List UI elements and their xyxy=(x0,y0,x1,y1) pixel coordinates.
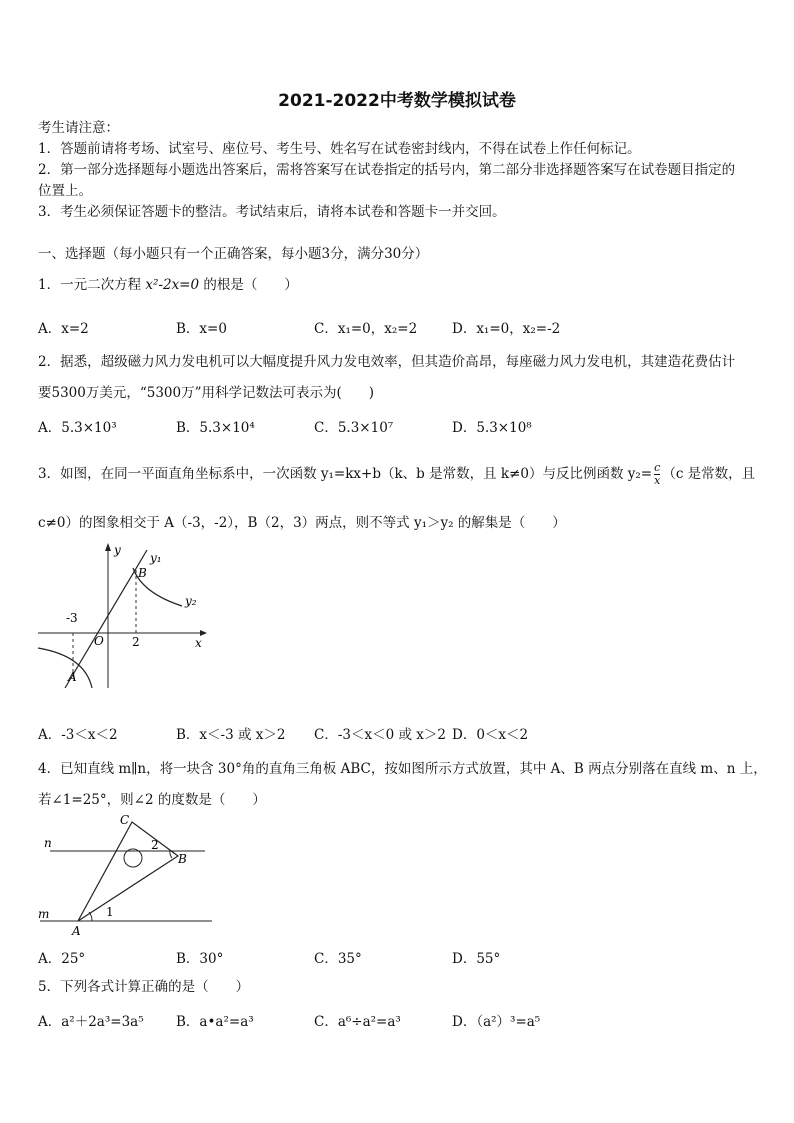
hyperbola-branch-left xyxy=(38,648,92,688)
label-angle-1: 1 xyxy=(106,905,114,919)
triangle-abc xyxy=(78,822,178,921)
q5-option-a: A．a²＋2a³=3a⁵ xyxy=(38,1014,144,1030)
label-angle-2: 2 xyxy=(151,838,159,852)
q1-option-b: B．x=0 xyxy=(176,321,227,337)
notice-item-2-cont: 位置上。 xyxy=(38,183,92,199)
q2-option-a: A．5.3×10³ xyxy=(38,420,117,436)
q1-option-d: D．x₁=0，x₂=-2 xyxy=(452,321,561,337)
label-O: O xyxy=(94,634,104,648)
angle-1-arc xyxy=(89,912,92,921)
label-n: n xyxy=(44,836,52,850)
q5-option-b: B．a•a²=a³ xyxy=(176,1014,254,1030)
q3-fraction-denominator: x xyxy=(654,474,661,487)
q4-triangle-figure xyxy=(30,810,220,940)
label-2: 2 xyxy=(132,635,140,649)
question-5-stem: 5．下列各式计算正确的是（ ） xyxy=(38,979,250,995)
y-axis-arrow xyxy=(105,543,111,551)
q3-option-c: C．-3＜x＜0 或 x＞2 xyxy=(314,727,446,743)
notice-item-2: 2．第一部分选择题每小题选出答案后，需将答案写在试卷指定的括号内，第二部分非选择题答案写在试卷题目指定的 xyxy=(38,162,736,178)
label-m: m xyxy=(38,907,50,921)
notice-item-1: 1．答题前请将考场、试室号、座位号、考生号、姓名写在试卷密封线内，不得在试卷上作任何标记。 xyxy=(38,141,641,157)
q3-option-b: B．x＜-3 或 x＞2 xyxy=(176,727,286,743)
q2-option-b: B．5.3×10⁴ xyxy=(176,420,255,436)
q3-option-d: D．0＜x＜2 xyxy=(452,727,529,743)
label-y2: y₂ xyxy=(185,594,197,608)
question-1-stem: 1．一元二次方程 x²-2x=0 的根是（ ） xyxy=(38,277,298,293)
label-B: B xyxy=(178,852,187,866)
page-title: 2021-2022中考数学模拟试卷 xyxy=(278,91,516,111)
q3-fraction-numerator: c xyxy=(654,461,661,474)
q3-option-a: A．-3＜x＜2 xyxy=(38,727,118,743)
q4-option-c: C．35° xyxy=(314,951,362,967)
q3-graph-figure xyxy=(30,538,220,690)
question-3-line2: c≠0）的图象相交于 A（-3，-2），B（2，3）两点，则不等式 y₁＞y₂ 的解集是（ ） xyxy=(38,515,566,531)
label-y1: y₁ xyxy=(150,551,162,565)
q4-option-a: A．25° xyxy=(38,951,86,967)
label-x: x xyxy=(195,636,202,650)
label-y: y xyxy=(114,543,121,557)
question-3-line1: 3．如图，在同一平面直角坐标系中，一次函数 y₁=kx+b（k、b 是常数，且 k≠0）与反比例函数 y₂= $\frac{c}{x}$ （c 是常数，且 xyxy=(38,461,756,487)
label-A: A xyxy=(68,670,77,684)
notice-item-3: 3．考生必须保证答题卡的整洁。考试结束后，请将本试卷和答题卡一并交回。 xyxy=(38,204,506,220)
label-neg3: -3 xyxy=(66,611,78,625)
question-2-line1: 2．据悉，超级磁力风力发电机可以大幅度提升风力发电效率，但其造价高昂，每座磁力风力发电机，其建造花费估计 xyxy=(38,354,736,370)
notice-heading: 考生请注意： xyxy=(38,120,119,136)
label-A: A xyxy=(72,924,81,938)
q5-option-c: C．a⁶÷a²=a³ xyxy=(314,1014,401,1030)
q4-option-b: B．30° xyxy=(176,951,224,967)
q1-option-c: C．x₁=0，x₂=2 xyxy=(314,321,418,337)
question-2-line2: 要5300万美元，“5300万”用科学记数法可表示为( ) xyxy=(38,385,375,401)
q4-option-d: D．55° xyxy=(452,951,501,967)
label-B: B xyxy=(138,566,147,580)
q1-option-a: A．x=2 xyxy=(38,321,89,337)
label-C: C xyxy=(120,813,130,827)
q2-option-c: C．5.3×10⁷ xyxy=(314,420,394,436)
question-4-line1: 4．已知直线 m∥n，将一块含 30°角的直角三角板 ABC，按如图所示方式放置，其中 A、B 两点分别落在直线 m、n 上， xyxy=(38,761,767,777)
triangle-hole xyxy=(124,849,142,867)
q5-option-d: D．（a²）³=a⁵ xyxy=(452,1014,541,1030)
question-4-line2: 若∠1=25°，则∠2 的度数是（ ） xyxy=(38,792,266,808)
q2-option-d: D．5.3×10⁸ xyxy=(452,420,532,436)
section-heading: 一、选择题（每小题只有一个正确答案，每小题3分，满分30分） xyxy=(38,246,429,262)
